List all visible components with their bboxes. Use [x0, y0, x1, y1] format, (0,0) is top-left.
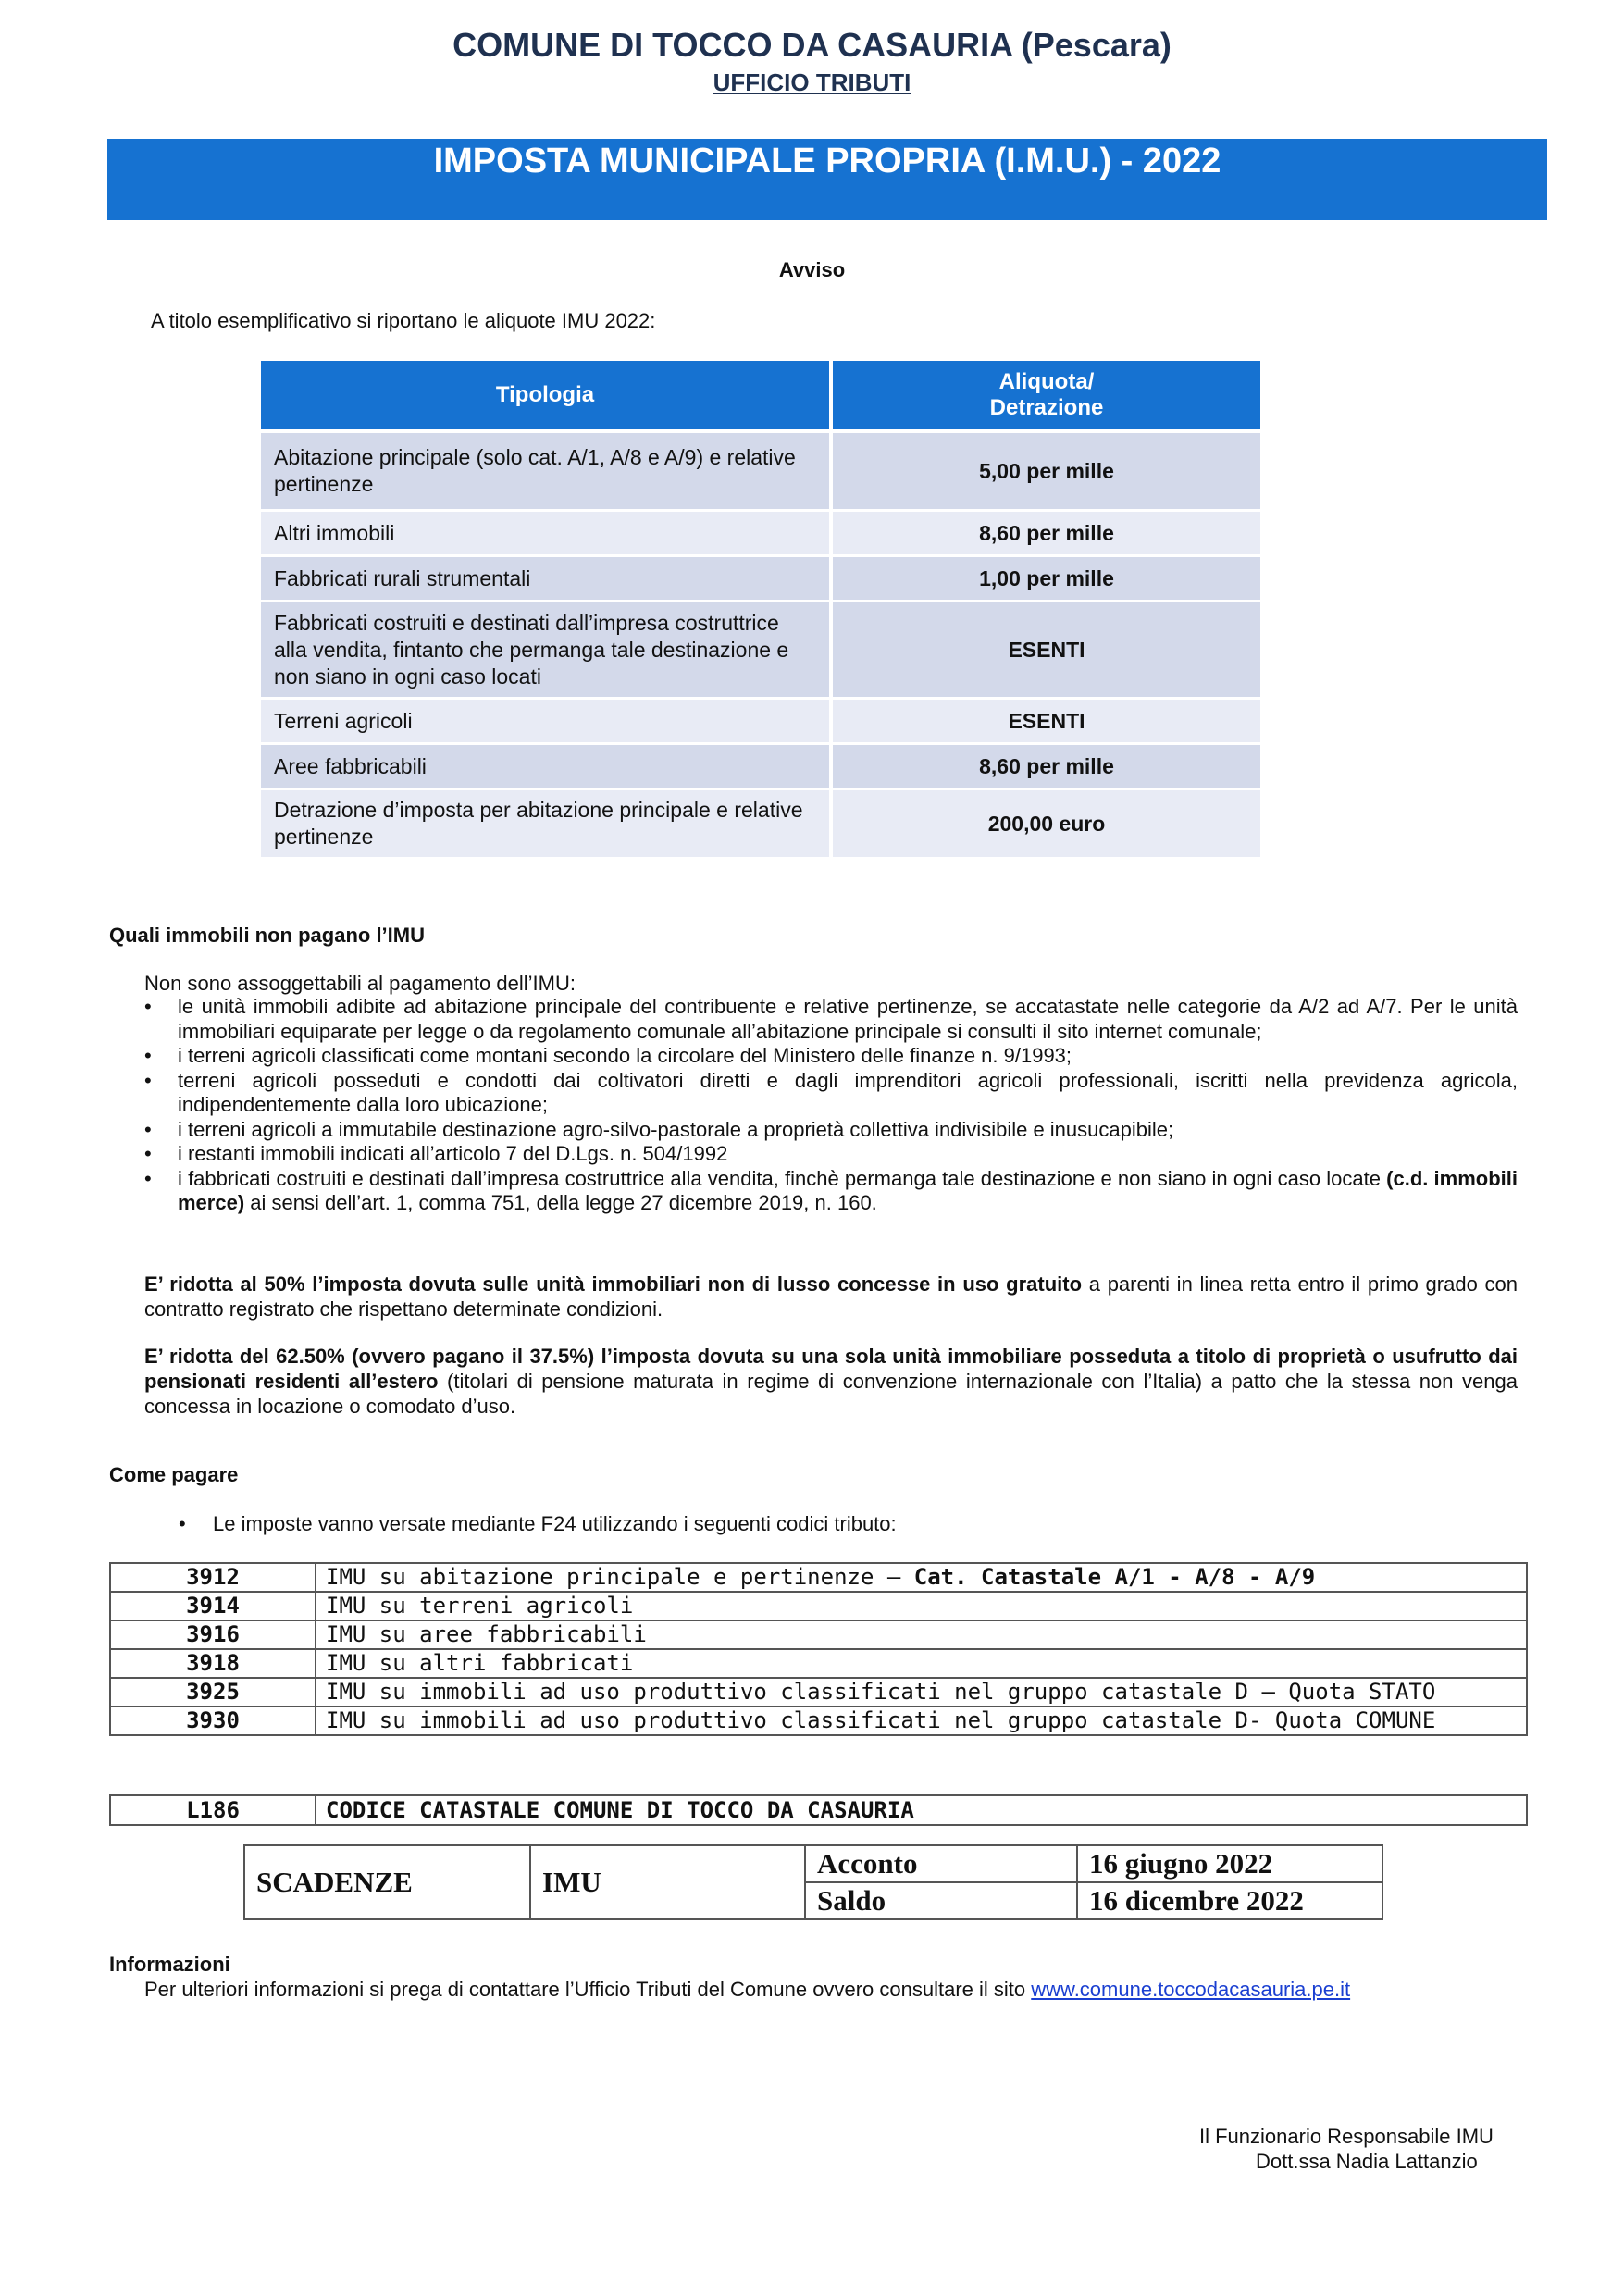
bullet-icon: •	[179, 1512, 186, 1535]
rate-value: 5,00 per mille	[833, 433, 1260, 512]
table-row	[110, 1563, 1527, 1592]
reduction-50-text: a parenti in linea retta entro il primo grado con contratto registrato che rispettano determinate condizioni.	[144, 1272, 1518, 1321]
table-row	[110, 1649, 1527, 1678]
reduction-50-paragraph	[144, 1272, 1518, 1322]
rate-type: Fabbricati rurali strumentali	[261, 557, 833, 602]
tax-code-desc: IMU su terreni agricoli	[316, 1592, 1527, 1620]
list-item-text-a: i fabbricati costruiti e destinati dall’impresa costruttrice alla vendita, finchè permanga tale destinazione e non siano in ogni caso locate	[178, 1166, 1387, 1190]
website-link[interactable]: www.comune.toccodacasauria.pe.it	[1031, 1978, 1351, 2001]
cadastral-code-desc: CODICE CATASTALE COMUNE DI TOCCO DA CASAURIA	[316, 1795, 1527, 1825]
rate-type: Altri immobili	[261, 512, 833, 557]
payment-section-title: Come pagare	[109, 1463, 239, 1486]
exempt-list	[144, 995, 1518, 1216]
bullet-icon: •	[144, 995, 152, 1018]
reduction-62-text: (titolari di pensione maturata in regime di convenzione internazionale con l’Italia) a patto che la stessa non venga concessa in locazione o comodato d’uso.	[144, 1370, 1518, 1418]
tax-code-desc	[316, 1563, 1527, 1592]
exempt-section-title: Quali immobili non pagano l’IMU	[109, 924, 425, 947]
list-item-text: i terreni agricoli classificati come montani secondo la circolare del Ministero delle finanze n. 9/1993;	[178, 1044, 1072, 1067]
rate-row	[261, 602, 1260, 700]
rate-value: 200,00 euro	[833, 790, 1260, 860]
deadline-date: 16 dicembre 2022	[1077, 1882, 1382, 1919]
office-subtitle: UFFICIO TRIBUTI	[713, 68, 911, 96]
exempt-intro: Non sono assoggettabili al pagamento dell’IMU:	[144, 972, 576, 995]
deadlines-table	[243, 1844, 1383, 1920]
list-item-text: i restanti immobili indicati all’articolo 7 del D.Lgs. n. 504/1992	[178, 1142, 728, 1165]
rate-type: Aree fabbricabili	[261, 745, 833, 790]
list-item	[144, 1069, 1518, 1118]
tax-code-desc: IMU su immobili ad uso produttivo classificati nel gruppo catastale D – Quota STATO	[316, 1678, 1527, 1706]
rate-row	[261, 745, 1260, 790]
col-tipologia: Tipologia	[261, 361, 833, 433]
bullet-icon: •	[144, 1166, 152, 1190]
signature-name: Dott.ssa Nadia Lattanzio	[1256, 2150, 1478, 2173]
tax-code: 3930	[110, 1706, 316, 1735]
list-item-text-bold: (c.d. immobili merce)	[178, 1166, 1518, 1214]
banner-title: IMPOSTA MUNICIPALE PROPRIA (I.M.U.) - 2022	[433, 142, 1221, 180]
list-item-text-c: ai sensi dell’art. 1, comma 751, della legge 27 dicembre 2019, n. 160.	[244, 1191, 877, 1214]
signature-role: Il Funzionario Responsabile IMU	[1199, 2125, 1494, 2148]
deadline-name: Acconto	[805, 1845, 1077, 1882]
table-row	[110, 1795, 1527, 1825]
cadastral-code: L186	[110, 1795, 316, 1825]
bullet-icon: •	[144, 1044, 152, 1067]
list-item-text: i terreni agricoli a immutabile destinazione agro-silvo-pastorale a proprietà collettiva indivisibile e inusucapibile;	[178, 1117, 1174, 1141]
tax-code: 3916	[110, 1620, 316, 1649]
rate-value: 1,00 per mille	[833, 557, 1260, 602]
list-item	[144, 995, 1518, 1044]
bullet-icon: •	[144, 1068, 152, 1092]
tax-code: 3914	[110, 1592, 316, 1620]
tax-code: 3912	[110, 1563, 316, 1592]
tax-code: 3918	[110, 1649, 316, 1678]
rate-row	[261, 790, 1260, 860]
municipality-title: COMUNE DI TOCCO DA CASAURIA (Pescara)	[452, 26, 1172, 64]
list-item-text: terreni agricoli posseduti e condotti dai coltivatori diretti e dagli imprenditori agricoli professionali, iscritti nella previdenza agricola, indipendentemente dalla loro ubicazione;	[178, 1068, 1518, 1116]
tax-code-desc-bold: Cat. Catastale A/1 - A/8 - A/9	[913, 1564, 1316, 1590]
table-row	[110, 1592, 1527, 1620]
cadastral-code-table	[109, 1794, 1528, 1826]
rate-type: Fabbricati costruiti e destinati dall’impresa costruttrice alla vendita, fintanto che permanga tale destinazione e non siano in ogni caso locati	[261, 602, 833, 700]
tax-code-desc-text: IMU su abitazione principale e pertinenze –	[326, 1564, 914, 1590]
tax-code-desc: IMU su aree fabbricabili	[316, 1620, 1527, 1649]
list-item	[144, 1044, 1518, 1069]
col-aliquota	[833, 361, 1260, 433]
table-row	[110, 1620, 1527, 1649]
rate-row	[261, 512, 1260, 557]
tax-code-desc: IMU su immobili ad uso produttivo classificati nel gruppo catastale D- Quota COMUNE	[316, 1706, 1527, 1735]
col-aliquota-line1: Aliquota/	[998, 369, 1095, 394]
rate-type: Abitazione principale (solo cat. A/1, A/8 e A/9) e relative pertinenze	[261, 433, 833, 512]
rate-type: Detrazione d’imposta per abitazione principale e relative pertinenze	[261, 790, 833, 860]
tax-codes-table	[109, 1562, 1528, 1736]
rate-value: 8,60 per mille	[833, 745, 1260, 790]
rate-value: ESENTI	[833, 700, 1260, 745]
deadlines-tax: IMU	[530, 1845, 805, 1919]
info-title: Informazioni	[109, 1953, 230, 1976]
reduction-62-bold: E’ ridotta del 62.50% (ovvero pagano il 37.5%) l’imposta dovuta su una sola unità immobiliare posseduta a titolo di proprietà o usufrutto dai pensionati residenti all’estero	[144, 1345, 1518, 1393]
rates-header-row	[261, 361, 1260, 433]
list-item	[144, 1142, 1518, 1167]
list-item	[144, 1167, 1518, 1216]
notice-heading: Avviso	[778, 258, 846, 281]
list-item	[144, 1118, 1518, 1143]
table-row	[244, 1845, 1382, 1882]
rate-value: 8,60 per mille	[833, 512, 1260, 557]
deadlines-label: SCADENZE	[244, 1845, 530, 1919]
info-text: Per ulteriori informazioni si prega di contattare l’Ufficio Tributi del Comune ovvero consultare il sito	[144, 1978, 1032, 2001]
reduction-50-bold: E’ ridotta al 50% l’imposta dovuta sulle unità immobiliari non di lusso concesse in uso gratuito	[144, 1272, 1083, 1296]
rates-table	[261, 361, 1260, 860]
rate-row	[261, 433, 1260, 512]
table-row	[110, 1706, 1527, 1735]
bullet-icon: •	[144, 1142, 152, 1165]
rate-row	[261, 700, 1260, 745]
payment-instruction: Le imposte vanno versate mediante F24 utilizzando i seguenti codici tributo:	[213, 1512, 897, 1535]
rate-value: ESENTI	[833, 602, 1260, 700]
deadline-date: 16 giugno 2022	[1077, 1845, 1382, 1882]
reduction-62-paragraph	[144, 1344, 1518, 1419]
list-item-text: le unità immobili adibite ad abitazione principale del contribuente e relative pertinenze, se accatastate nelle categorie da A/2 ad A/7. Per le unità immobiliari equiparate per legge o da regolamento comunale all’abitazione principale si consulti il sito internet comunale;	[178, 995, 1518, 1043]
col-aliquota-line2: Detrazione	[989, 395, 1104, 420]
table-row	[110, 1678, 1527, 1706]
rate-row	[261, 557, 1260, 602]
deadline-name: Saldo	[805, 1882, 1077, 1919]
info-paragraph	[144, 1978, 1350, 2002]
bullet-icon: •	[144, 1117, 152, 1141]
rates-intro: A titolo esemplificativo si riportano le aliquote IMU 2022:	[151, 309, 656, 332]
tax-code: 3925	[110, 1678, 316, 1706]
tax-code-desc: IMU su altri fabbricati	[316, 1649, 1527, 1678]
rate-type: Terreni agricoli	[261, 700, 833, 745]
